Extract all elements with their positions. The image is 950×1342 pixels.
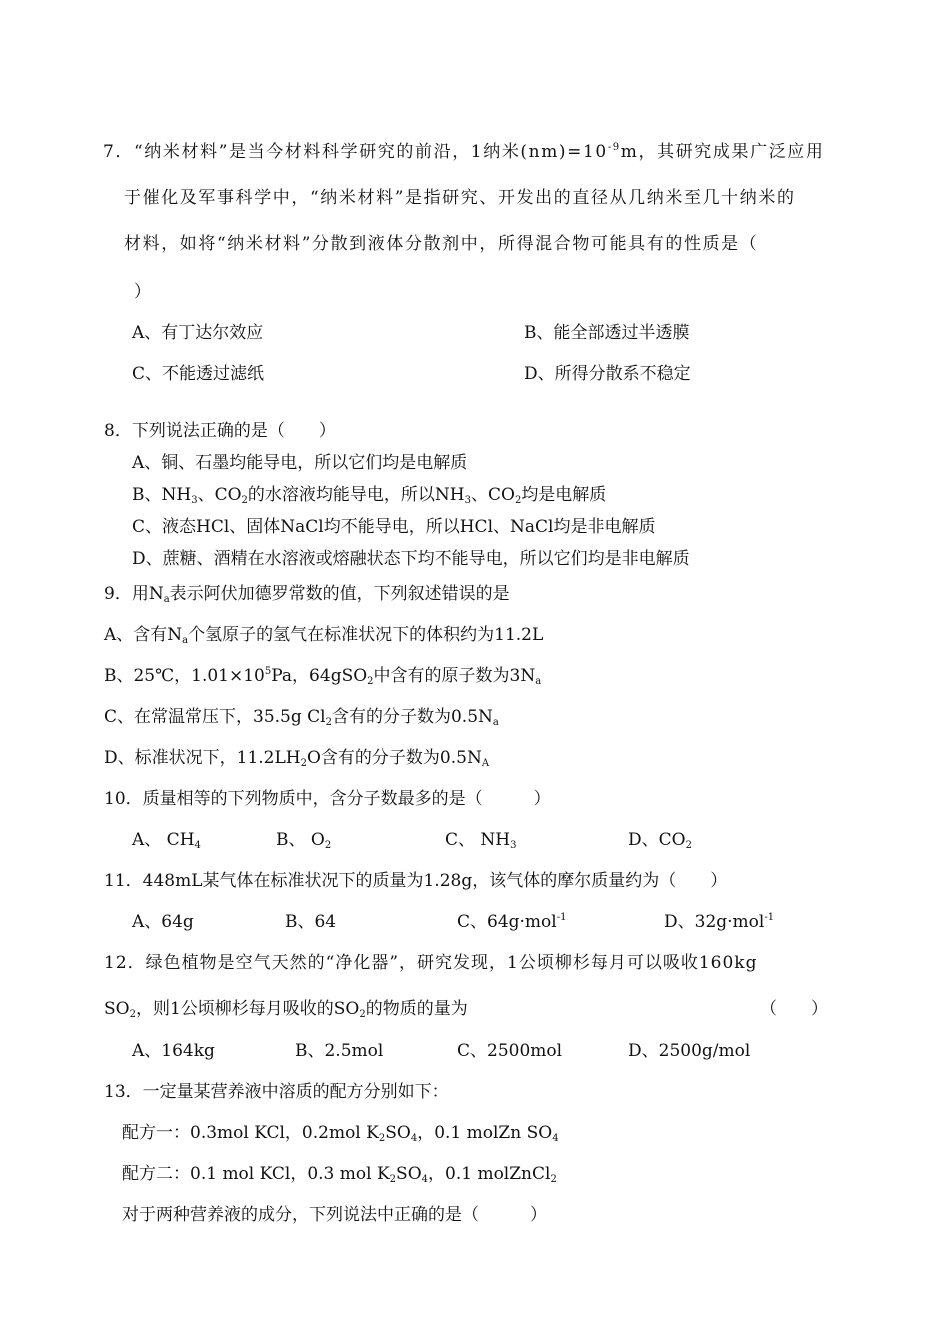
q12-option-b: B、2.5mol [295,1041,384,1061]
q9-option-b: B、25℃，$1.01\times 10^5Pa$，64gSO$_2$中含有的原子数为$3N_a$ [104,666,542,687]
q7-stem-line4: ） [134,282,151,302]
q12-option-a: A、164kg [132,1041,215,1061]
q12-option-d: D、2500g/mol [628,1041,751,1061]
q9-option-a: A、含有$N_a$个氢原子的氢气在标准状况下的体积约为11.2L [104,625,544,646]
q9-stem: 9．用$N_a$表示阿伏加德罗常数的值，下列叙述错误的是 [104,584,510,605]
q13-recipe-1: 配方一：0.3mol KCl，0.2mol $K_2SO_4$，0.1 molZn $SO_4$ [122,1123,559,1144]
q8-option-b: B、$NH_3$、$CO_2$的水溶液均能导电，所以$NH_3$、$CO_2$均是电解质 [132,485,607,506]
q10-option-d: D、$CO_2$ [628,830,692,851]
q10-option-b: B、 $O_2$ [276,830,332,851]
q10-option-c: C、 $NH_3$ [445,830,517,851]
q10-option-a: A、 $CH_4$ [132,830,201,851]
q7-stem-line2: 于催化及军事科学中，“纳米材料”是指研究、开发出的直径从几纳米至几十纳米的 [124,188,796,208]
q13-stem: 13．一定量某营养液中溶质的配方分别如下： [104,1082,449,1102]
q9-option-c: C、在常温常压下，35.5g $Cl_2$含有的分子数为$0.5N_a$ [104,707,499,728]
q8-option-d: D、蔗糖、酒精在水溶液或熔融状态下均不能导电，所以它们均是非电解质 [132,549,690,569]
q12-stem-line2: $SO_2$，则1公顷柳杉每月吸收的$SO_2$的物质的量为 [104,999,468,1020]
q11-option-d: D、32g·mol$^{-1}$ [664,912,775,932]
q12-answer-paren: （ ） [760,999,828,1019]
q8-stem: 8．下列说法正确的是（ ） [104,421,336,441]
q13-question: 对于两种营养液的成分，下列说法中正确的是（ ） [122,1205,547,1225]
q8-option-a: A、铜、石墨均能导电，所以它们均是电解质 [132,453,468,473]
q10-stem: 10．质量相等的下列物质中，含分子数最多的是（ ） [104,789,551,809]
q9-option-d: D、标准状况下，$11.2LH_2O$含有的分子数为$0.5N_A$ [104,748,490,769]
q12-option-c: C、2500mol [457,1041,563,1061]
q11-option-b: B、64 [285,912,337,932]
q7-option-c: C、不能透过滤纸 [132,364,265,384]
q8-option-c: C、液态HCl、固体NaCl均不能导电，所以HCl、NaCl均是非电解质 [132,517,656,537]
q11-option-a: A、64g [132,912,194,932]
q11-option-c: C、64g·mol$^{-1}$ [457,912,567,932]
q7-option-d: D、所得分散系不稳定 [524,364,691,384]
q12-stem-line1: 12．绿色植物是空气天然的“净化器”，研究发现，1公顷柳杉每月可以吸收160kg [104,953,758,973]
q13-recipe-2: 配方二：0.1 mol KCl，0.3 mol $K_2SO_4$，0.1 molZnCl$_2$ [122,1164,557,1185]
q7-option-b: B、能全部透过半透膜 [524,323,690,343]
q7-option-a: A、有丁达尔效应 [132,323,264,343]
q7-stem-line1: 7．“纳米材料”是当今材料科学研究的前沿，1纳米$(nm)=10^{-9}m$，其研究成果广泛应用 [103,142,825,162]
q11-stem: 11．448mL某气体在标准状况下的质量为1.28g，该气体的摩尔质量约为（ ） [104,871,728,891]
q7-stem-line3: 材料，如将“纳米材料”分散到液体分散剂中，所得混合物可能具有的性质是（ [124,234,759,254]
